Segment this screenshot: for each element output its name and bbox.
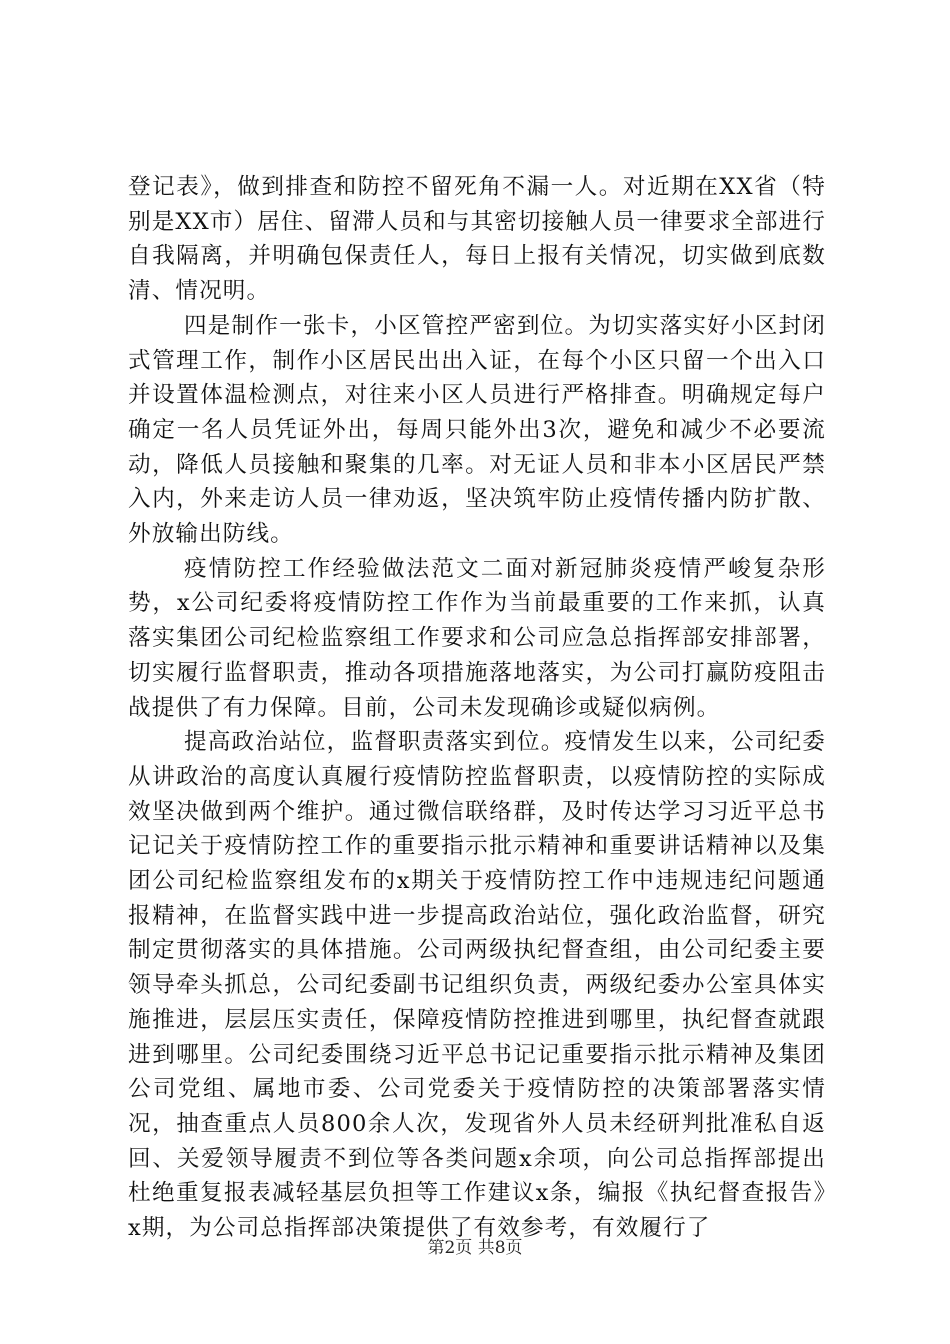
paragraph-3: 疫情防控工作经验做法范文二面对新冠肺炎疫情严峻复杂形势，x公司纪委将疫情防控工作作为当前最重要的工作来抓，认真落实集团公司纪检监察组工作要求和公司应急总指挥部安排部署，切实履行监督职责，推动各项措施落地落实，为公司打赢防疫阻击战提供了有力保障。目前，公司未发现确诊或疑似病例。 xyxy=(128,555,826,721)
paragraph-1: 登记表》，做到排查和防控不留死角不漏一人。对近期在XX省（特别是XX市）居住、留滞人员和与其密切接触人员一律要求全部进行自我隔离，并明确包保责任人，每日上报有关情况，切实做到底数清、情况明。 xyxy=(128,174,826,305)
document-body xyxy=(128,170,826,1246)
paragraph-2: 四是制作一张卡，小区管控严密到位。为切实落实好小区封闭式管理工作，制作小区居民出出入证，在每个小区只留一个出入口并设置体温检测点，对往来小区人员进行严格排查。明确规定每户确定一名人员凭证外出，每周只能外出3次，避免和减少不必要流动，降低人员接触和聚集的几率。对无证人员和非本小区居民严禁入内，外来走访人员一律劝返，坚决筑牢防止疫情传播内防扩散、外放输出防线。 xyxy=(128,312,826,548)
page-number-footer: 第2页 共8页 xyxy=(427,1238,523,1258)
paragraph-4: 提高政治站位，监督职责落实到位。疫情发生以来，公司纪委从讲政治的高度认真履行疫情防控监督职责，以疫情防控的实际成效坚决做到两个维护。通过微信联络群，及时传达学习习近平总书记记关于疫情防控工作的重要指示批示精神和重要讲话精神以及集团公司纪检监察组发布的x期关于疫情防控工作中违规违纪问题通报精神，在监督实践中进一步提高政治站位，强化政治监督，研究制定贯彻落实的具体措施。公司两级执纪督查组，由公司纪委主要领导牵头抓总，公司纪委副书记组织负责，两级纪委办公室具体实施推进，层层压实责任，保障疫情防控推进到哪里，执纪督查就跟进到哪里。公司纪委围绕习近平总书记记重要指示批示精神及集团公司党组、属地市委、公司党委关于疫情防控的决策部署落实情况，抽查重点人员800余人次，发现省外人员未经研判批准私自返回、关爱领导履责不到位等各类问题x余项，向公司总指挥部提出杜绝重复报表减轻基层负担等工作建议x条，编报《执纪督查报告》x期，为公司总指挥部决策提供了有效参考，有效履行了 xyxy=(128,729,826,1242)
